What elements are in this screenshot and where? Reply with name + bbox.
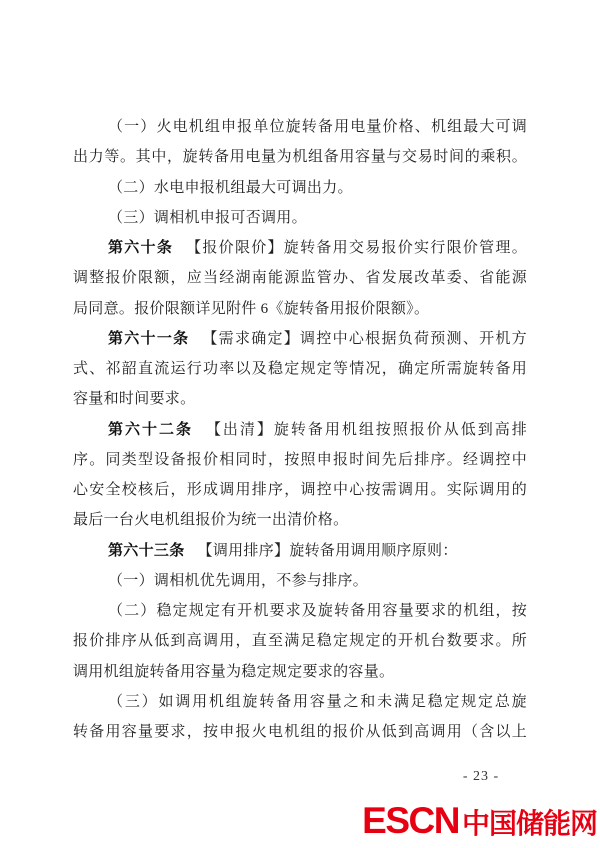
- text-line: 第六十三条 【调用排序】旋转备用调用顺序原则：: [108, 541, 458, 559]
- text-line: 容量和时间要求。: [73, 391, 196, 408]
- text-line: （三）如调用机组旋转备用容量之和未满足稳定规定总旋: [108, 693, 527, 710]
- text-line: （二）水电申报机组最大可调出力。: [108, 179, 353, 196]
- text-line: （三）调相机申报可否调用。: [108, 209, 307, 226]
- article-number: 第六十条: [108, 239, 174, 256]
- text-line: 最后一台火电机组报价为统一出清价格。: [73, 512, 349, 529]
- text-line: 调整报价限额，应当经湖南能源监管办、省发展改革委、省能源: [73, 270, 527, 287]
- article-number: 第六十二条: [108, 420, 193, 438]
- text-line: （二）稳定规定有开机要求及旋转备用容量要求的机组，按: [108, 603, 527, 619]
- escn-logo: [362, 802, 597, 839]
- article-number: 第六十三条: [108, 541, 185, 559]
- article-number: 第六十一条: [108, 329, 190, 347]
- text-line: 报价排序从低到高调用，直至满足稳定规定的开机台数要求。所: [73, 633, 527, 650]
- text-line: （一）火电机组申报单位旋转备用电量价格、机组最大可调: [108, 119, 527, 135]
- document-body: [73, 112, 527, 747]
- text-line: （一）调相机优先调用，不参与排序。: [108, 572, 369, 589]
- text-line: 出力等。其中，旋转备用电量为机组备用容量与交易时间的乘积。: [73, 149, 527, 166]
- text-line: 转备用容量要求，按申报火电机组的报价从低到高调用（含以上: [73, 724, 527, 740]
- text-line: 局同意。报价限额详见附件 6《旋转备用报价限额》。: [73, 300, 430, 317]
- page-number: - 23 -: [462, 769, 500, 784]
- text-line: 第六十一条 【需求确定】调控中心根据负荷预测、开机方: [108, 329, 527, 347]
- text-line: 序。同类型设备报价相同时，按照申报时间先后排序。经调控中: [73, 451, 527, 468]
- logo-latin-text: ESCN: [362, 800, 459, 841]
- text-line: 调用机组旋转备用容量为稳定规定要求的容量。: [73, 663, 395, 680]
- text-line: 第六十二条 【出清】旋转备用机组按照报价从低到高排: [108, 420, 527, 438]
- text-line: 式、祁韶直流运行功率以及稳定规定等情况，确定所需旋转备用: [73, 361, 527, 377]
- text-line: 心安全校核后，形成调用排序，调控中心按需调用。实际调用的: [73, 482, 527, 498]
- logo-cjk-text: 中国储能网: [461, 808, 597, 839]
- text-line: 第六十条 【报价限价】旋转备用交易报价实行限价管理。: [108, 239, 527, 256]
